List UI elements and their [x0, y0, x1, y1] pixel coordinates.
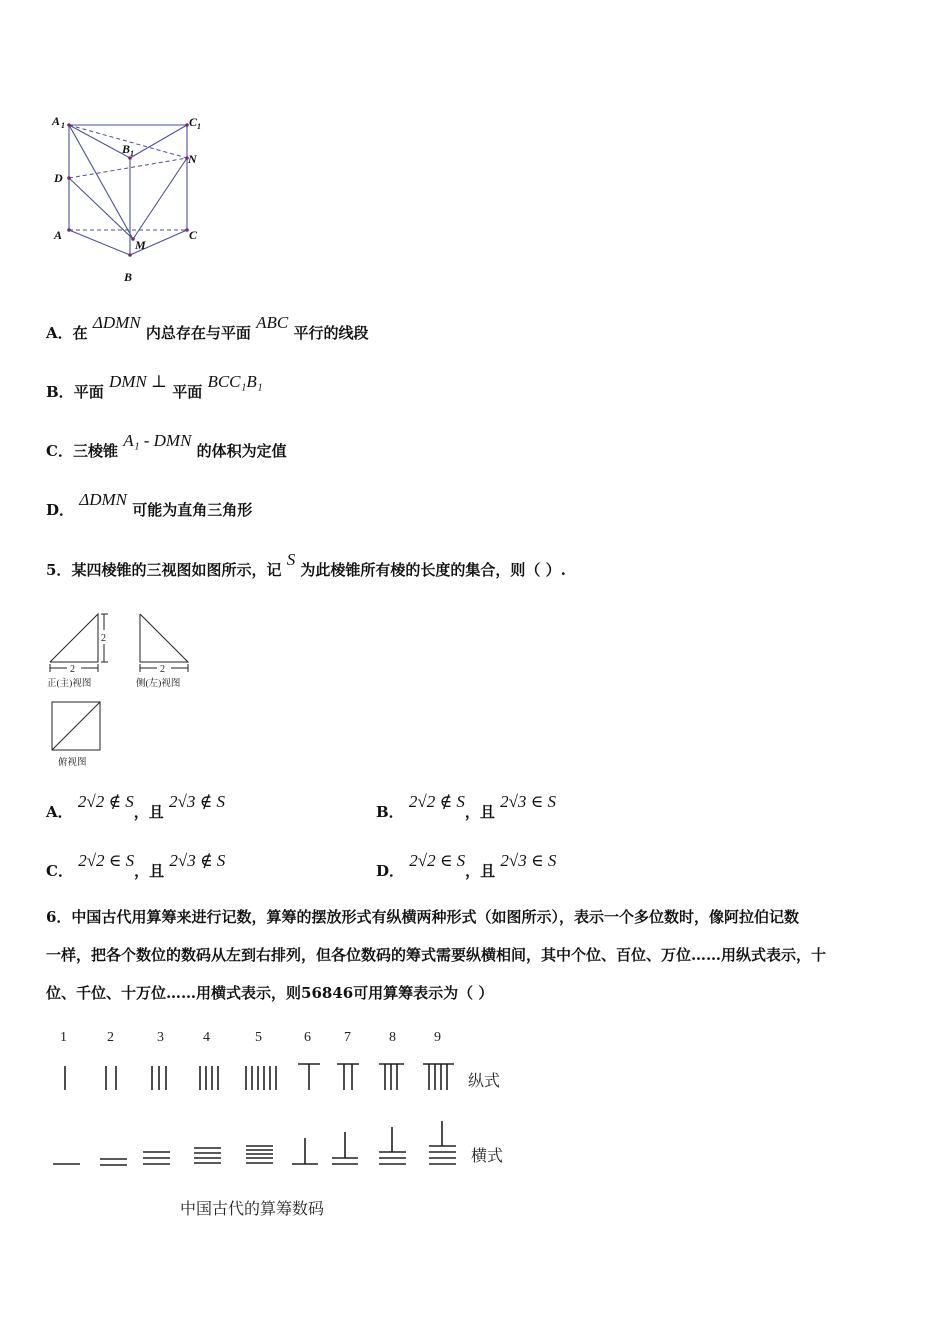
prism-figure	[40, 110, 220, 290]
label-C1: C	[189, 115, 198, 129]
digit-label: 8	[389, 1030, 396, 1045]
option-text: 平面	[73, 383, 104, 401]
digit-label: 7	[344, 1030, 351, 1045]
q6-line: 位、千位、十万位……用横式表示，则56846可用算筹表示为（ ）	[46, 984, 494, 1002]
question-text: 为此棱锥所有棱的长度的集合，则（ ）.	[300, 561, 566, 579]
option-math: DMN ⊥	[108, 372, 167, 391]
option-math: 2√3 ∉ S	[169, 792, 225, 811]
label-A1-sub: 1	[61, 121, 65, 130]
figure-caption: 中国古代的算筹数码	[180, 1201, 325, 1218]
option-math: 2√3 ∈ S	[500, 851, 557, 870]
label-D: D	[54, 171, 63, 185]
option-text: ，且	[465, 862, 496, 880]
q4-option-c	[46, 431, 287, 461]
digit-label: 9	[434, 1030, 441, 1045]
label-B: B	[124, 270, 133, 284]
option-text: 的体积为定值	[196, 442, 287, 460]
horizontal-style-label: 横式	[471, 1148, 504, 1165]
option-math: A₁ - DMN	[123, 431, 192, 450]
label-M: M	[135, 238, 146, 252]
q5-stem	[46, 550, 566, 580]
question-var: S	[286, 550, 296, 569]
option-text: ，且	[133, 803, 164, 821]
horizontal-rods	[53, 1121, 456, 1165]
three-views-figure	[44, 608, 204, 774]
option-label: D．	[46, 501, 75, 519]
digit-label: 3	[157, 1030, 164, 1045]
option-math: 2√3 ∈ S	[500, 792, 557, 811]
q4-option-b	[46, 372, 263, 402]
option-label: B．	[376, 803, 404, 821]
q5-option-a	[46, 792, 225, 822]
option-text: 三棱锥	[72, 442, 118, 460]
label-C: C	[189, 228, 198, 242]
option-math: 2√2 ∉ S	[408, 792, 465, 811]
q6-line: 一样，把各个数位的数码从左到右排列，但各位数码的筹式需要纵横相间，其中个位、百位、万位……用纵式表示，十	[46, 946, 827, 964]
option-label: C．	[46, 442, 73, 460]
option-math: 2√2 ∈ S	[78, 851, 135, 870]
option-text: ，且	[464, 803, 495, 821]
option-text: 内总存在与平面	[145, 324, 251, 342]
digit-label: 5	[255, 1030, 262, 1045]
q6-stem	[46, 898, 910, 1012]
q4-option-d	[46, 490, 253, 520]
label-C1-sub: 1	[197, 122, 201, 131]
digit-label: 4	[203, 1030, 210, 1045]
option-text: 平行的线段	[293, 324, 369, 342]
q5-option-d	[376, 851, 557, 881]
label-N: N	[188, 152, 197, 166]
option-text: 可能为直角三角形	[132, 501, 253, 519]
q6-line: 6．中国古代用算筹来进行记数，算筹的摆放形式有纵横两种形式（如图所示），表示一个多位数时，像阿拉伯记数	[46, 908, 799, 926]
option-label: A．	[46, 803, 73, 821]
q4-option-a	[46, 313, 369, 343]
question-text: 某四棱锥的三视图如图所示，记	[71, 561, 282, 579]
label-A: A	[54, 228, 63, 242]
dim-front-width: 2	[70, 664, 75, 675]
option-math: ΔDMN	[79, 490, 128, 509]
vertical-style-label: 纵式	[468, 1073, 501, 1090]
option-math: 2√3 ∉ S	[169, 851, 226, 870]
option-label: A．	[46, 324, 73, 342]
dim-side-width: 2	[160, 664, 165, 675]
side-view-label: 侧(左)视图	[136, 679, 181, 689]
label-B1: B	[122, 142, 131, 156]
dim-front-height: 2	[101, 633, 106, 644]
top-view-label: 俯视图	[58, 758, 87, 768]
digit-label: 6	[304, 1030, 311, 1045]
option-text: 平面	[172, 383, 203, 401]
digit-label: 1	[60, 1030, 67, 1045]
q5-option-b	[376, 792, 557, 822]
option-text: 在	[72, 324, 88, 342]
option-math: 2√2 ∈ S	[409, 851, 466, 870]
counting-rods-figure	[40, 1022, 520, 1222]
q5-option-c	[46, 851, 226, 881]
label-A1: A	[52, 114, 61, 128]
vertical-rods	[65, 1064, 454, 1090]
option-math: 2√2 ∉ S	[77, 792, 134, 811]
digit-label: 2	[107, 1030, 114, 1045]
label-B1-sub: 1	[130, 149, 134, 158]
question-number: 5．	[46, 561, 72, 579]
option-math: ΔDMN	[92, 313, 141, 332]
option-label: C．	[46, 862, 73, 880]
option-math: ABC	[256, 313, 289, 332]
option-label: B．	[46, 383, 74, 401]
option-math: BCC₁B₁	[207, 372, 263, 391]
option-text: ，且	[134, 862, 165, 880]
front-view-label: 正(主)视图	[47, 679, 92, 689]
option-label: D．	[376, 862, 405, 880]
